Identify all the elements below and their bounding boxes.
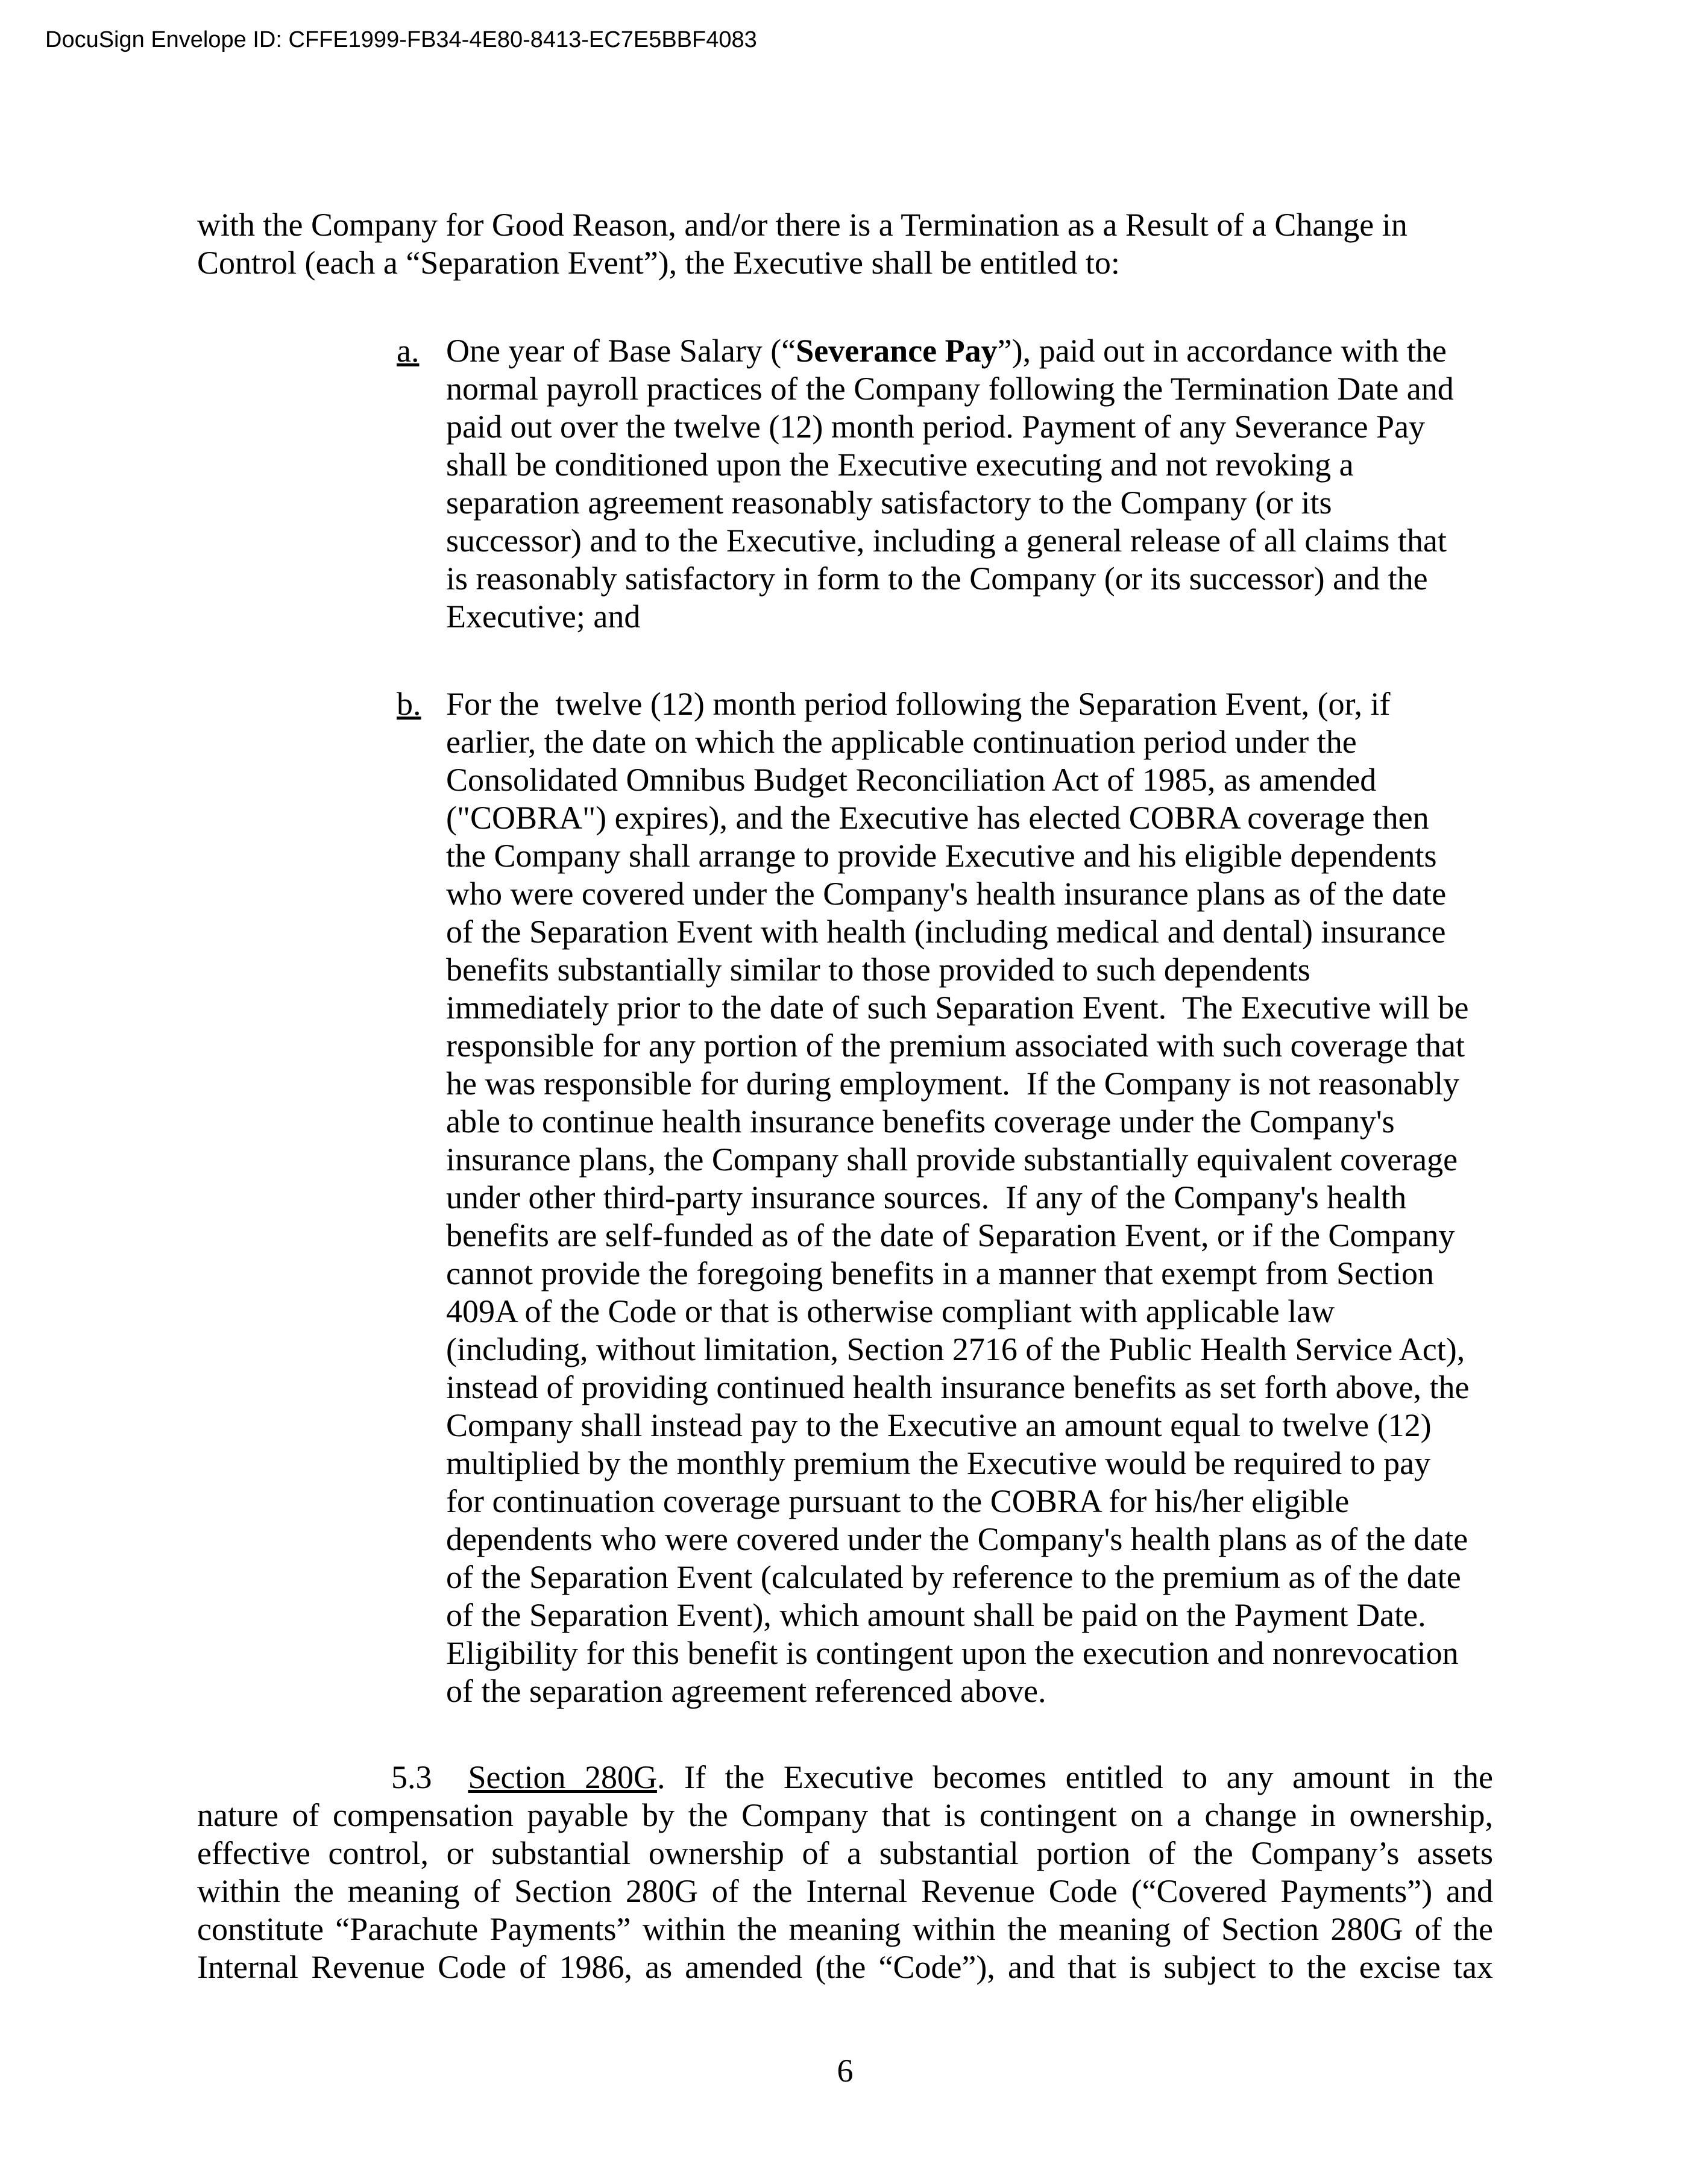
- text-line: is reasonably satisfactory in form to the Company (or its successor) and the: [446, 560, 1428, 597]
- text-line: the Company shall arrange to provide Executive and his eligible dependents: [446, 838, 1437, 874]
- docusign-envelope-id: DocuSign Envelope ID: CFFE1999-FB34-4E80-8413-EC7E5BBF4083: [45, 27, 757, 52]
- text-line: he was responsible for during employment. If the Company is not reasonably: [446, 1065, 1460, 1102]
- text-line: immediately prior to the date of such Separation Event. The Executive will be: [446, 990, 1469, 1026]
- text-line: who were covered under the Company's health insurance plans as of the date: [446, 876, 1447, 912]
- text-line: successor) and to the Executive, including a general release of all claims that: [446, 522, 1447, 559]
- text-line: 5.3 Section 280G. If the Executive becomes entitled to any amount in the: [391, 1759, 1493, 1795]
- text-line: Executive; and: [446, 598, 641, 635]
- page-number: 6: [837, 2053, 854, 2089]
- text-line: constitute “Parachute Payments” within the meaning within the meaning of Section 280G of the: [197, 1911, 1493, 1947]
- list-item-a: [197, 332, 1493, 636]
- paragraph-section-280g: [197, 1759, 1493, 1986]
- text-line: nature of compensation payable by the Company that is contingent on a change in ownership,: [197, 1797, 1493, 1833]
- text-line: shall be conditioned upon the Executive executing and not revoking a: [446, 447, 1354, 483]
- text-line: normal payroll practices of the Company following the Termination Date and: [446, 371, 1454, 407]
- list-marker-b: b.: [397, 686, 421, 722]
- text-line: Internal Revenue Code of 1986, as amended (the “Code”), and that is subject to the excise tax: [197, 1949, 1493, 1985]
- text-line: cannot provide the foregoing benefits in a manner that exempt from Section: [446, 1255, 1434, 1291]
- text-line: of the Separation Event with health (including medical and dental) insurance: [446, 914, 1446, 950]
- text-line: paid out over the twelve (12) month period. Payment of any Severance Pay: [446, 409, 1426, 445]
- text-line: (including, without limitation, Section 2716 of the Public Health Service Act),: [446, 1331, 1465, 1367]
- text-line: able to continue health insurance benefits coverage under the Company's: [446, 1103, 1395, 1140]
- list-item-b: [197, 685, 1493, 1710]
- text-line: for continuation coverage pursuant to the COBRA for his/her eligible: [446, 1483, 1350, 1519]
- text-line: of the separation agreement referenced above.: [446, 1673, 1046, 1709]
- text-line: Eligibility for this benefit is contingent upon the execution and nonrevocation: [446, 1635, 1459, 1671]
- text-line: multiplied by the monthly premium the Executive would be required to pay: [446, 1445, 1431, 1481]
- text-line: dependents who were covered under the Company's health plans as of the date: [446, 1521, 1468, 1557]
- text-line: with the Company for Good Reason, and/or there is a Termination as a Result of a Change in: [197, 207, 1408, 243]
- text-line: insurance plans, the Company shall provide substantially equivalent coverage: [446, 1141, 1458, 1178]
- text-line: benefits substantially similar to those provided to such dependents: [446, 952, 1310, 988]
- text-line: of the Separation Event (calculated by reference to the premium as of the date: [446, 1559, 1461, 1595]
- text-line: ("COBRA") expires), and the Executive has elected COBRA coverage then: [446, 800, 1429, 836]
- text-line: benefits are self-funded as of the date of Separation Event, or if the Company: [446, 1217, 1455, 1254]
- text-line: Company shall instead pay to the Executive an amount equal to twelve (12): [446, 1407, 1432, 1443]
- list-item-b-lines: [446, 685, 1493, 1710]
- text-line: Control (each a “Separation Event”), the Executive shall be entitled to:: [197, 245, 1120, 281]
- text-line: effective control, or substantial ownership of a substantial portion of the Company’s assets: [197, 1835, 1493, 1871]
- text-line: within the meaning of Section 280G of the Internal Revenue Code (“Covered Payments”) and: [197, 1873, 1493, 1909]
- text-line: For the twelve (12) month period following the Separation Event, (or, if: [446, 686, 1391, 722]
- text-line: Consolidated Omnibus Budget Reconciliation Act of 1985, as amended: [446, 762, 1377, 798]
- text-line: of the Separation Event), which amount shall be paid on the Payment Date.: [446, 1597, 1426, 1633]
- text-line: earlier, the date on which the applicable continuation period under the: [446, 724, 1357, 760]
- text-line: responsible for any portion of the premium associated with such coverage that: [446, 1028, 1465, 1064]
- text-line: One year of Base Salary (“Severance Pay”), paid out in accordance with the: [446, 333, 1447, 369]
- list-item-a-lines: [446, 332, 1493, 636]
- text-line: 409A of the Code or that is otherwise compliant with applicable law: [446, 1293, 1335, 1329]
- paragraph-intro: [197, 206, 1493, 282]
- text-line: instead of providing continued health insurance benefits as set forth above, the: [446, 1369, 1470, 1405]
- text-line: separation agreement reasonably satisfactory to the Company (or its: [446, 485, 1332, 521]
- text-line: under other third-party insurance sources. If any of the Company's health: [446, 1179, 1407, 1216]
- list-marker-a: a.: [397, 333, 420, 369]
